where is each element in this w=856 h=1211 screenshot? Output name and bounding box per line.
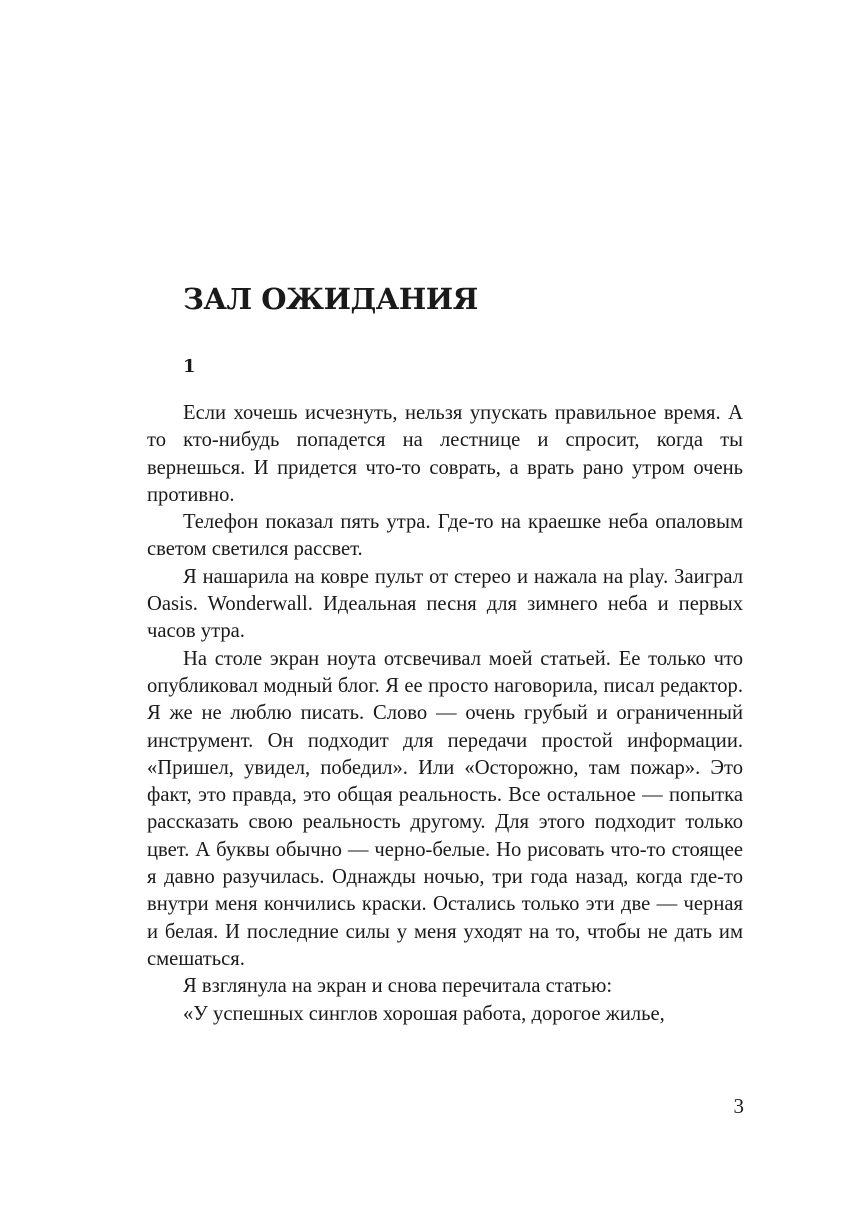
paragraph: На столе экран ноута отсвечивал моей статьей. Ее только что опубликовал модный блог. Я ее просто наговорила, писал редактор. Я же не люблю писать. Слово — очень грубый и ограниченный инструмент. Он подходит для передачи простой информации. «Пришел, увидел, победил». Или «Осторожно, там пожар». Это факт, это правда, это общая реальность. Все остальное — попытка рассказать свою реальность другому. Для этого подходит только цвет. А буквы обычно — черно-белые. Но рисовать что-то стоящее я давно разучилась. Однажды ночью, три года назад, когда где-то внутри меня кончились краски. Остались только эти две — черная и белая. И последние силы у меня уходят на то, чтобы не дать им смешаться. xyxy=(147,647,743,970)
chapter-title: ЗАЛ ОЖИДАНИЯ xyxy=(183,282,478,316)
section-number: 1 xyxy=(183,356,196,377)
page-number: 3 xyxy=(733,1094,744,1118)
paragraph: Если хочешь исчезнуть, нельзя упускать правильное время. А то кто-нибудь попадется на лестнице и спросит, когда ты вернешься. И придется что-то соврать, а врать рано утром очень противно. xyxy=(147,402,743,506)
paragraph: Я взглянула на экран и снова перечитала статью: xyxy=(183,975,613,998)
paragraph: Я нашарила на ковре пульт от стерео и нажала на play. Заиграл Oasis. Wonderwall. Идеальная песня для зимнего неба и первых часов утра. xyxy=(147,565,743,643)
paragraph: «У успешных синглов хорошая работа, дорогое жилье, xyxy=(183,1002,665,1025)
body-text xyxy=(147,400,743,1028)
paragraph: Телефон показал пять утра. Где-то на краешке неба опаловым светом светился рассвет. xyxy=(147,511,743,561)
